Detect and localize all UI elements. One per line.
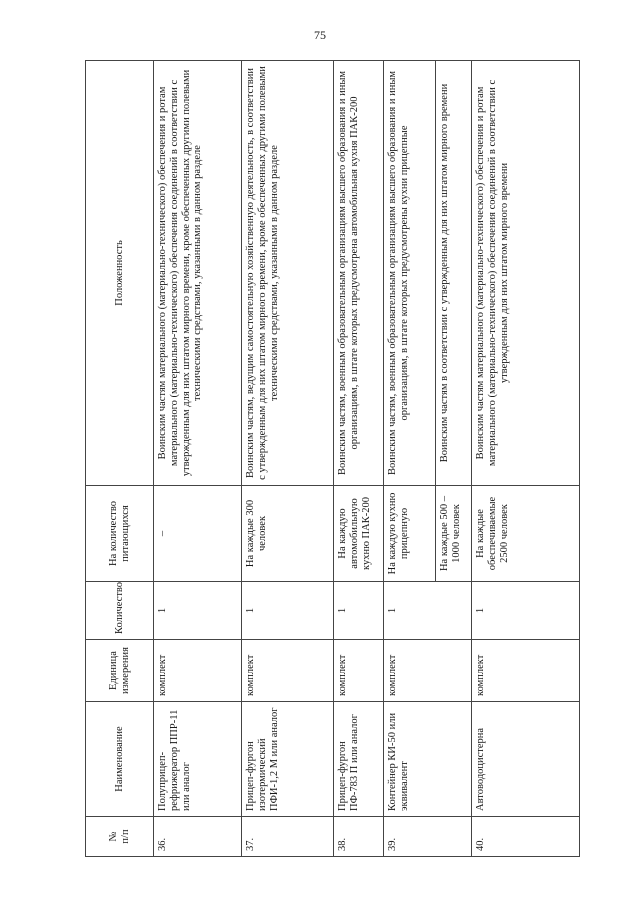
row-number: 40. — [472, 817, 580, 857]
row-positions: Воинским частям материального (материально-технического) обеспечения и ротам материального (материально-технического) обеспечения соединений в соответствии с утвержденным для них штатом мирного времени — [472, 61, 580, 486]
header-quantity: Количество — [86, 582, 154, 640]
row-positions: Воинским частям, военным образовательным организациям высшего образования и иным организациям, в штате которых предусмотрена автомобильная кухня ПАК-200 — [334, 61, 384, 486]
row-number: 36. — [154, 817, 242, 857]
row-name: Прицеп-фургон ПФ-783 П или аналог — [334, 702, 384, 817]
row-positions: Воинским частям, ведущим самостоятельную хозяйственную деятельность, в соответствии с утвержденным для них штатом мирного времени, кроме обеспеченных другими полевыми техническими средствами, указанными в данном разделе — [242, 61, 334, 486]
row-unit: комплект — [384, 640, 472, 702]
row-name: Контейнер КИ-50 или эквивалент — [384, 702, 472, 817]
row-per-count: – — [154, 486, 242, 582]
row-unit: комплект — [154, 640, 242, 702]
rotated-table — [85, 61, 579, 857]
row-unit: комплект — [472, 640, 580, 702]
row-name: Полуприцеп-рефрижератор ППР-11 или аналог — [154, 702, 242, 817]
table-row — [384, 61, 436, 857]
row-quantity: 1 — [384, 582, 472, 640]
row-quantity: 1 — [334, 582, 384, 640]
row-unit: комплект — [242, 640, 334, 702]
row-name: Прицеп-фургон изотермический ПФИ-1,2 М или аналог — [242, 702, 334, 817]
table-header-row — [86, 61, 154, 857]
header-number: № п/п — [86, 817, 154, 857]
row-per-count: На каждые 300 человек — [242, 486, 334, 582]
table-row — [334, 61, 384, 857]
row-number: 39. — [384, 817, 472, 857]
header-name: Наименование — [86, 702, 154, 817]
row-per-count: На каждые обеспечиваемые 2500 человек — [472, 486, 580, 582]
table-row — [154, 61, 242, 857]
header-positions: Положенность — [86, 61, 154, 486]
row-positions: Воинским частям, военным образовательным организациям высшего образования и иным организациям, в штате которых предусмотрены кухни прицепные — [384, 61, 436, 486]
header-unit: Единица измерения — [86, 640, 154, 702]
equipment-norms-table — [85, 60, 580, 857]
row-positions: Воинским частям в соответствии с утвержденным для них штатом мирного времени — [436, 61, 472, 486]
row-positions: Воинским частям материального (материально-технического) обеспечения и ротам материального (материально-технического) обеспечения соединений в соответствии с утвержденным для них штатом мирного времени, кроме обеспеченных другими полевыми техническими средствами, указанными в данном разделе — [154, 61, 242, 486]
row-quantity: 1 — [154, 582, 242, 640]
row-quantity: 1 — [472, 582, 580, 640]
row-per-count: На каждые 500 – 1000 человек — [436, 486, 472, 582]
header-per-count: На количество питающихся — [86, 486, 154, 582]
table-row — [242, 61, 334, 857]
row-quantity: 1 — [242, 582, 334, 640]
row-unit: комплект — [334, 640, 384, 702]
row-name: Автоводоцистерна — [472, 702, 580, 817]
table-row — [472, 61, 580, 857]
page-number: 75 — [314, 28, 326, 42]
row-number: 37. — [242, 817, 334, 857]
row-number: 38. — [334, 817, 384, 857]
row-per-count: На каждую кухню прицепную — [384, 486, 436, 582]
row-per-count: На каждую автомобильную кухню ПАК-200 — [334, 486, 384, 582]
